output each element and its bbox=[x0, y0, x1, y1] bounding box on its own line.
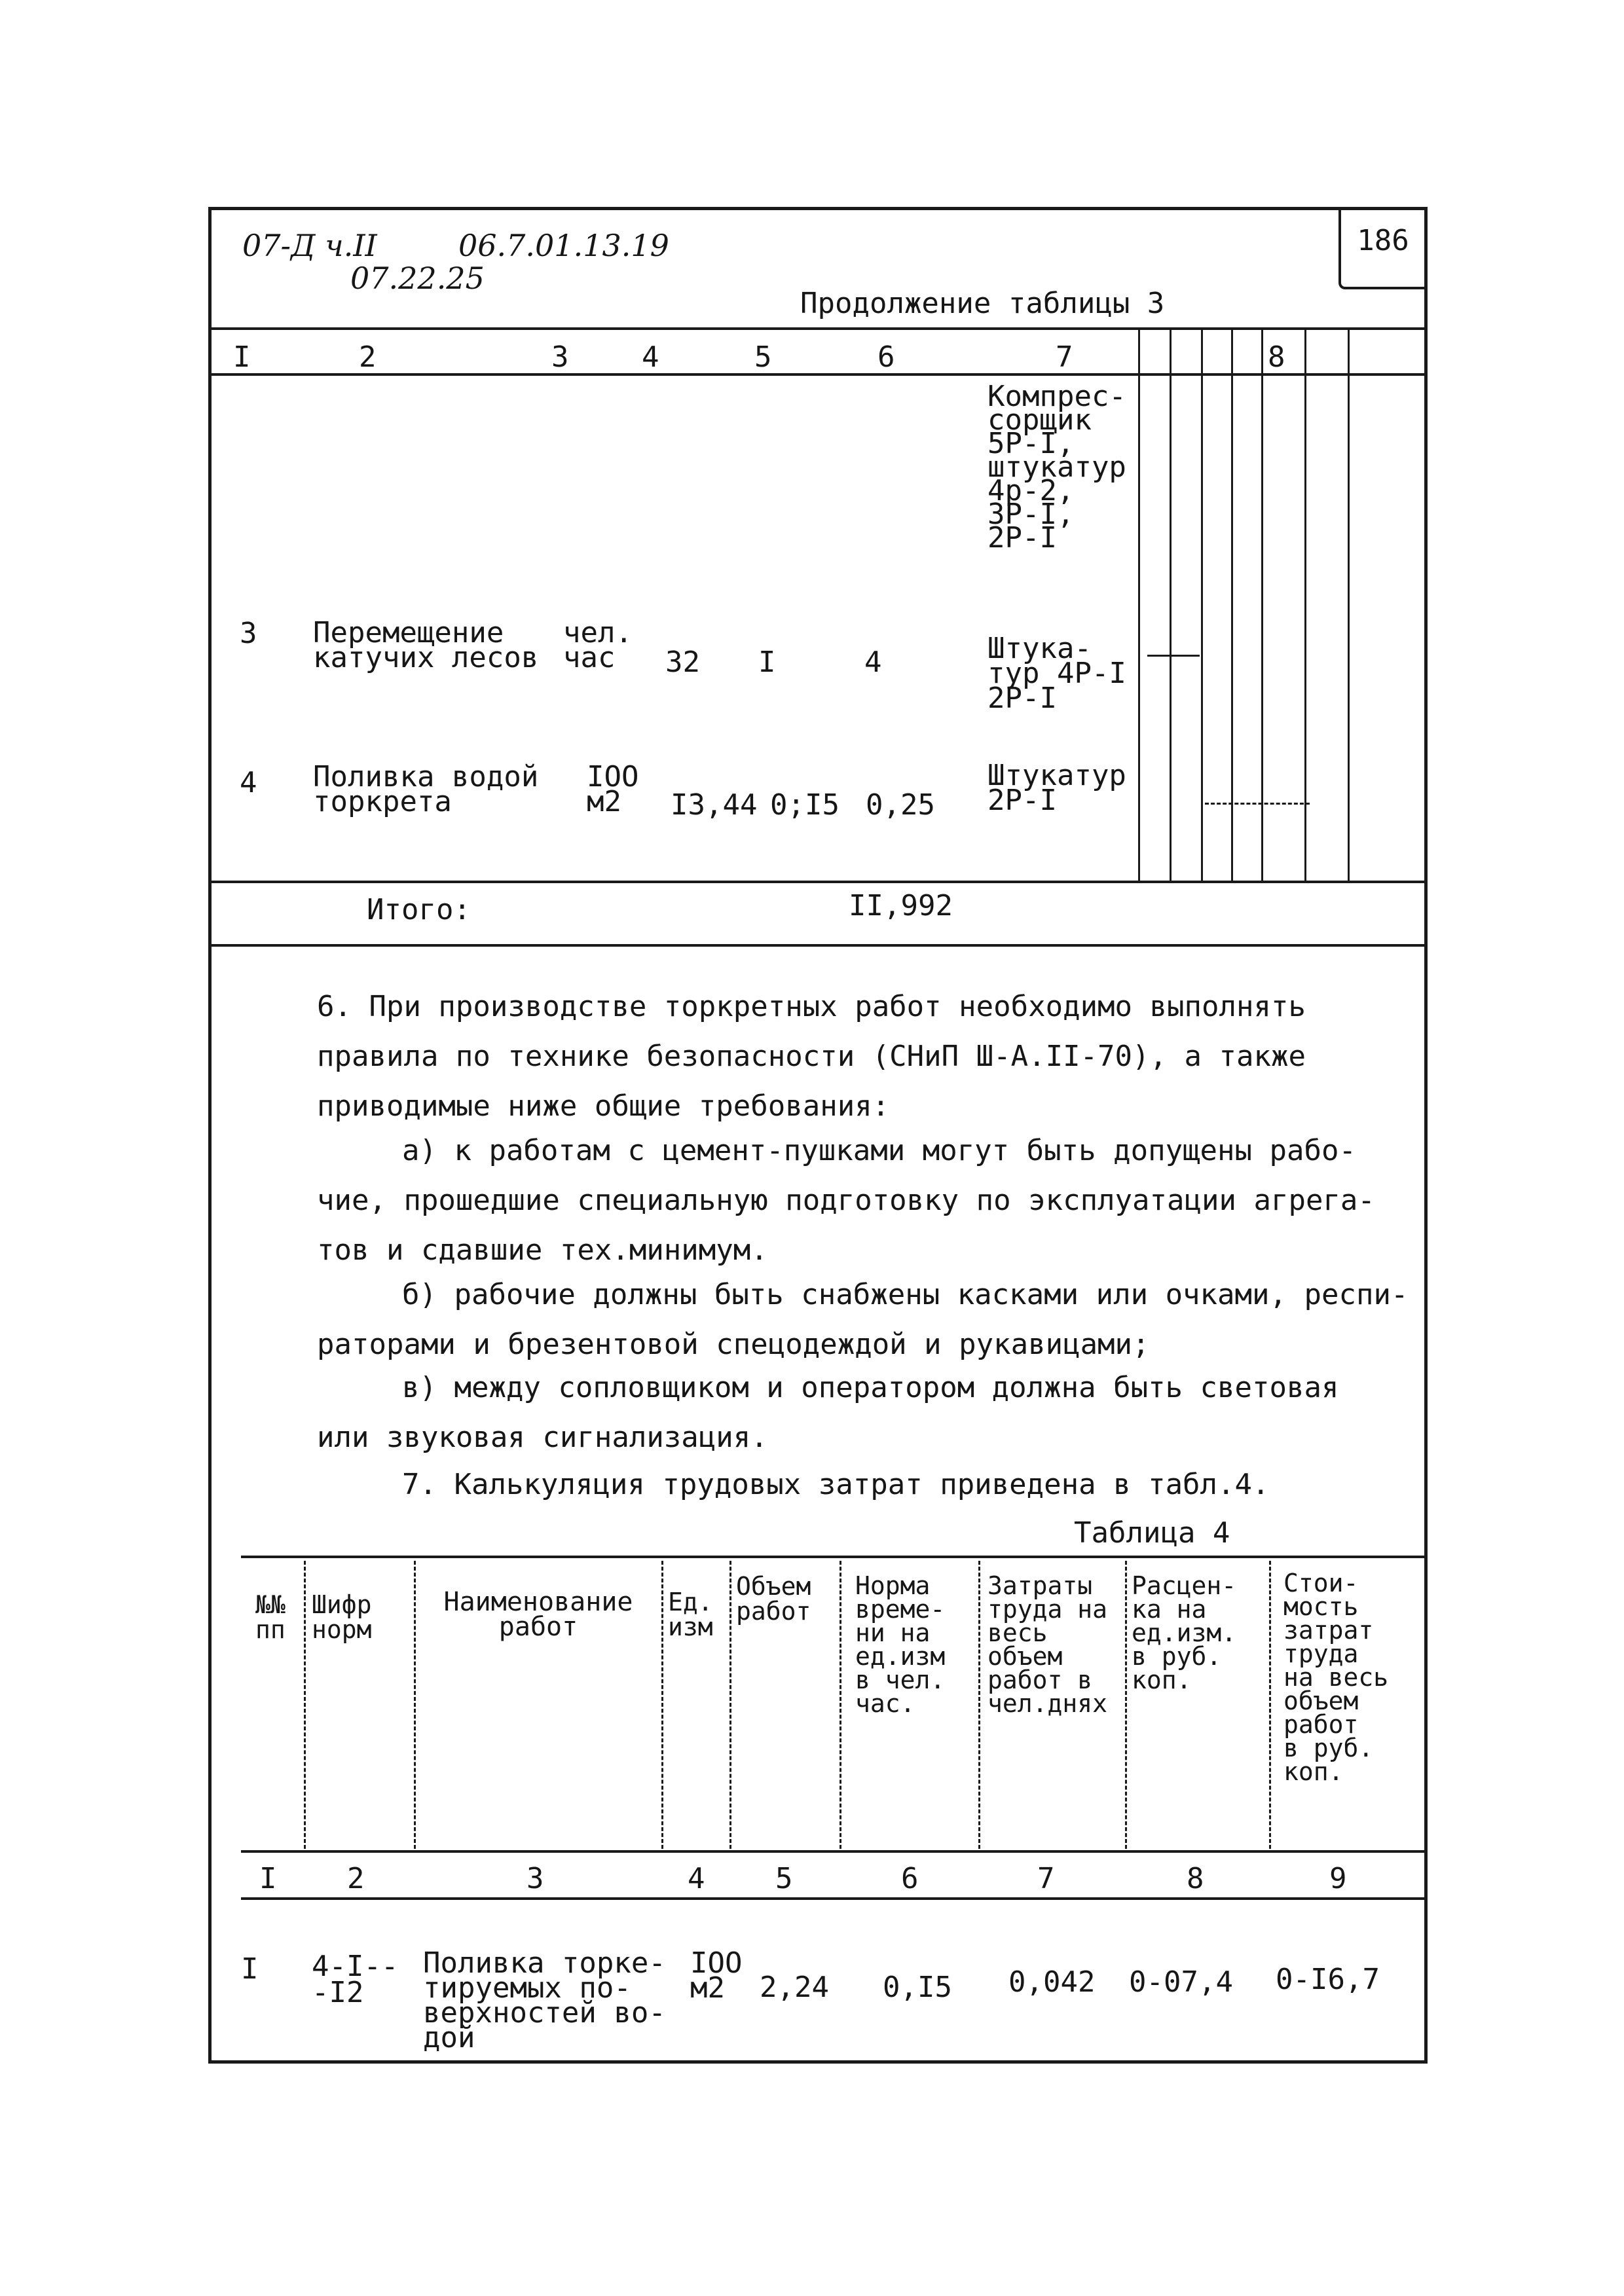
table4-row-cost: 0-I6,7 bbox=[1276, 1963, 1380, 1996]
table4-colnum-6: 6 bbox=[901, 1862, 919, 1895]
table3-bottom-rule bbox=[211, 944, 1425, 947]
table4-header-labor: Затраты труда на весь объем работ в чел.днях bbox=[987, 1571, 1108, 1718]
table4-colnum-3: 3 bbox=[526, 1862, 544, 1895]
table3-schedule-bar bbox=[1205, 803, 1310, 805]
table3-colnum-7: 7 bbox=[1056, 340, 1073, 374]
document-code-line2: 07.22.25 bbox=[350, 261, 485, 296]
table4-header-norm: Норма време- ни на ед.изм в чел. час. bbox=[855, 1571, 946, 1718]
table3-row-col4: I3,44 bbox=[671, 788, 758, 822]
table4-colnum-rule bbox=[241, 1897, 1425, 1900]
paragraph-c: в) между сопловщиком и оператором должна быть световая или звуковая сигнализация. bbox=[317, 1371, 1339, 1454]
table3-row-num: 4 bbox=[240, 766, 257, 799]
table3-top-rule bbox=[211, 327, 1425, 330]
table3-colnum-1: I bbox=[233, 340, 251, 374]
table4-col-sep bbox=[840, 1561, 841, 1849]
table4-colnum-2: 2 bbox=[347, 1862, 365, 1895]
table3-row-col4: 32 bbox=[665, 646, 700, 679]
table3-row-executors: Штука- тур 4Р-I 2Р-I bbox=[987, 632, 1126, 715]
table4-header-rule bbox=[241, 1850, 1425, 1853]
table4-col-sep bbox=[1269, 1561, 1271, 1849]
table4-row-unit: IOO м2 bbox=[690, 1946, 743, 2005]
table3-grid-line bbox=[1304, 327, 1306, 881]
table4-header-cost: Стои- мость затрат труда на весь объем работ в руб. коп. bbox=[1283, 1569, 1389, 1786]
table3-body-rule bbox=[211, 881, 1425, 883]
table4-caption: Таблица 4 bbox=[1074, 1516, 1230, 1550]
table4-col-sep bbox=[729, 1561, 731, 1849]
table4-header-unit: Ед. изм bbox=[668, 1588, 713, 1641]
table3-row-col5: 0;I5 bbox=[770, 788, 840, 822]
table3-colnum-rule bbox=[211, 373, 1425, 376]
table3-row-col5: I bbox=[758, 646, 776, 679]
table4-header-name: Наименование работ bbox=[443, 1587, 633, 1642]
table3-colnum-5: 5 bbox=[754, 340, 772, 374]
table3-grid-line bbox=[1261, 327, 1263, 881]
table4-header-code: Шифр норм bbox=[312, 1590, 372, 1644]
table4-col-sep bbox=[414, 1561, 416, 1849]
table4-row-labor: 0,042 bbox=[1008, 1965, 1096, 1999]
table4-colnum-8: 8 bbox=[1187, 1862, 1204, 1895]
table3-continuation: Продолжение таблицы 3 bbox=[800, 287, 1165, 320]
table3-total-value: II,992 bbox=[849, 889, 953, 922]
table4-row-code: 4-I-- -I2 bbox=[312, 1950, 399, 2009]
table3-grid-line bbox=[1201, 327, 1203, 881]
table4-colnum-9: 9 bbox=[1329, 1862, 1347, 1895]
table4-col-sep bbox=[1125, 1561, 1127, 1849]
table4-header-rate: Расцен- ка на ед.изм. в руб. коп. bbox=[1132, 1571, 1237, 1694]
paragraph-b: б) рабочие должны быть снабжены касками или очками, респи- раторами и брезентовой спецодеждой и рукавицами; bbox=[317, 1278, 1409, 1361]
table3-grid-line bbox=[1231, 327, 1233, 881]
document-code: 07-Д ч.II bbox=[242, 228, 377, 263]
paragraph-7: 7. Калькуляция трудовых затрат приведена в табл.4. bbox=[402, 1468, 1270, 1501]
paragraph-6: 6. При производстве торкретных работ необходимо выполнять bbox=[317, 990, 1306, 1023]
table3-executors-top: Компрес- сорщик 5Р-I, штукатур 4р-2, 3Р-I, 2Р-I bbox=[987, 380, 1126, 555]
table3-colnum-6: 6 bbox=[877, 340, 895, 374]
table3-colnum-4: 4 bbox=[642, 340, 659, 374]
table4-header-num: №№ пп bbox=[255, 1590, 286, 1644]
document-code-numbers: 06.7.01.13.19 bbox=[458, 228, 669, 263]
table3-row-unit: IOO м2 bbox=[587, 760, 639, 818]
table3-colnum-2: 2 bbox=[359, 340, 377, 374]
table4-top-rule bbox=[241, 1556, 1425, 1558]
table3-row-num: 3 bbox=[240, 617, 257, 650]
table4-colnum-5: 5 bbox=[775, 1862, 793, 1895]
paragraph-a: а) к работам с цемент-пушками могут быть допущены рабо- чие, прошедшие специальную подготовку по эксплуатации агрега- тов и сдавшие тех.минимум. bbox=[317, 1134, 1375, 1267]
table4-row-volume: 2,24 bbox=[760, 1971, 829, 2004]
table4-row-norm: 0,I5 bbox=[883, 1971, 952, 2004]
table3-row-name: Поливка водой торкрета bbox=[313, 760, 539, 818]
table4-row-name: Поливка торке- тируемых по- верхностей во- дой bbox=[423, 1946, 666, 2054]
table3-grid-line bbox=[1138, 327, 1140, 881]
table3-total-label: Итого: bbox=[367, 893, 471, 926]
table3-row-col6: 4 bbox=[864, 646, 882, 679]
table3-colnum-3: 3 bbox=[551, 340, 569, 374]
table4-row-num: I bbox=[241, 1952, 259, 1986]
table4-row-rate: 0-07,4 bbox=[1129, 1965, 1233, 1999]
table4-colnum-7: 7 bbox=[1037, 1862, 1055, 1895]
table3-grid-line bbox=[1170, 327, 1172, 881]
table4-col-sep bbox=[304, 1561, 306, 1849]
table4-colnum-1: I bbox=[259, 1862, 277, 1895]
table4-header-volume: Объем работ bbox=[736, 1572, 811, 1626]
table3-row-unit: чел. час bbox=[563, 616, 633, 674]
page-number: 186 bbox=[1357, 224, 1409, 257]
table3-colnum-8: 8 bbox=[1268, 340, 1285, 374]
table3-row-name: Перемещение катучих лесов bbox=[313, 616, 539, 674]
table4-col-sep bbox=[661, 1561, 663, 1849]
table4-colnum-4: 4 bbox=[688, 1862, 705, 1895]
table3-row-col6: 0,25 bbox=[866, 788, 935, 822]
table3-row-executors: Штукатур 2Р-I bbox=[987, 759, 1126, 817]
table4-col-sep bbox=[978, 1561, 980, 1849]
paragraph-6-cont: правила по технике безопасности (СНиП Ш-А.II-70), а также приводимые ниже общие требования: bbox=[317, 1040, 1306, 1123]
table3-schedule-bar bbox=[1147, 655, 1200, 657]
table3-grid-line bbox=[1348, 327, 1350, 881]
